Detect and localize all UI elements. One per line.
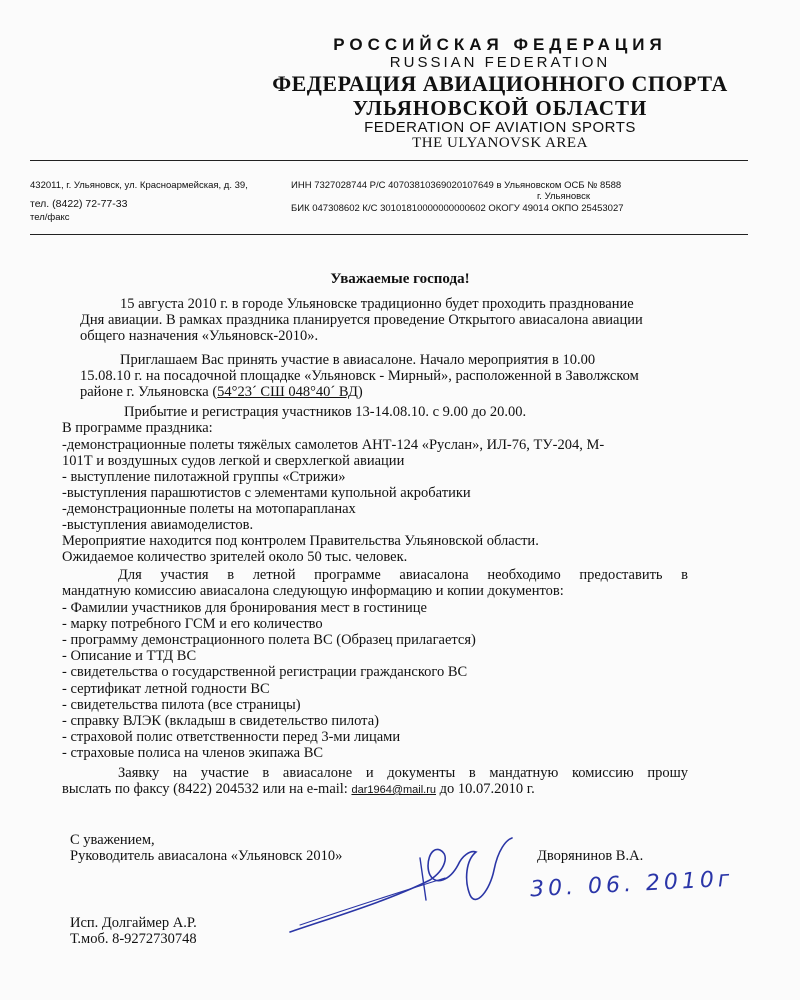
expected-audience-note: Ожидаемое количество зрителей около 50 тыс. человек. (62, 549, 408, 565)
paragraph-2-line-1: Приглашаем Вас принять участие в авиасалоне. Начало мероприятия в 10.00 (120, 352, 596, 368)
application-deadline: до 10.07.2010 г. (439, 781, 535, 797)
document-item: - справку ВЛЭК (вкладыш в свидетельство пилота) (62, 713, 379, 729)
header-country-ru: РОССИЙСКАЯ ФЕДЕРАЦИЯ (333, 35, 667, 54)
header-org-ru: ФЕДЕРАЦИЯ АВИАЦИОННОГО СПОРТА (272, 71, 728, 96)
program-item: -выступления авиамоделистов. (62, 517, 254, 533)
paragraph-2-line-3-prefix: районе г. Ульяновска ( (80, 384, 218, 400)
header-region-ru: УЛЬЯНОВСКОЙ ОБЛАСТИ (352, 96, 648, 120)
bank-details-line2: БИК 047308602 К/С 30101810000000000602 ОКОГУ 49014 ОКПО 25453027 (291, 203, 624, 214)
contact-phone: тел. (8422) 72-77-33 (30, 198, 128, 210)
executor-name: Исп. Долгаймер А.Р. (70, 915, 197, 931)
program-item: 101Т и воздушных судов легкой и сверхлегкой авиации (62, 453, 405, 469)
program-item: - выступление пилотажной группы «Стрижи» (62, 469, 346, 485)
requirements-line-1: Для участия в летной программе авиасалона необходимо предоставить в (118, 567, 688, 583)
paragraph-1-line-2: Дня авиации. В рамках праздника планируется проведение Открытого авиасалона авиации (80, 312, 643, 328)
program-intro: В программе праздника: (62, 420, 213, 436)
document-item: - страховой полис ответственности перед 3-ми лицами (62, 729, 401, 745)
letter-salutation: Уважаемые господа! (330, 271, 470, 287)
document-item: - марку потребного ГСМ и его количество (62, 616, 323, 632)
header-org-en: FEDERATION OF AVIATION SPORTS (364, 119, 636, 136)
contact-fax-label: тел/факс (30, 212, 70, 223)
document-item: - свидетельства пилота (все страницы) (62, 697, 301, 713)
header-divider-bottom (30, 234, 748, 235)
program-item: -выступления парашютистов с элементами купольной акробатики (62, 485, 471, 501)
document-item: - Описание и ТТД ВС (62, 648, 197, 664)
document-item: - сертификат летной годности ВС (62, 681, 270, 697)
requirements-line-2: мандатную комиссию авиасалона следующую информацию и копии документов: (62, 583, 564, 599)
registration-info: Прибытие и регистрация участников 13-14.08.10. с 9.00 до 20.00. (124, 404, 527, 420)
paragraph-2-line-3-suffix: ) (357, 384, 363, 400)
handwritten-signature (280, 820, 540, 940)
paragraph-2-line-3 (80, 384, 363, 401)
application-line-2 (62, 781, 535, 798)
program-item: -демонстрационные полеты на мотопарапланах (62, 501, 356, 517)
paragraph-1-line-1: 15 августа 2010 г. в городе Ульяновске традиционно будет проходить празднование (120, 296, 634, 312)
application-line-2-prefix: выслать по факсу (8422) 204532 или на e-mail: (62, 781, 348, 797)
handwritten-date: 30. 06. 2010г (529, 866, 735, 903)
header-divider-top (30, 160, 748, 161)
header-region-en: THE ULYANOVSK AREA (412, 135, 588, 151)
program-item: -демонстрационные полеты тяжёлых самолетов АНТ-124 «Руслан», ИЛ-76, ТУ-204, М- (62, 437, 605, 453)
paragraph-1-line-3: общего назначения «Ульяновск-2010». (80, 328, 319, 344)
document-item: - Фамилии участников для бронирования мест в гостинице (62, 600, 427, 616)
government-control-note: Мероприятие находится под контролем Правительства Ульяновской области. (62, 533, 539, 549)
executor-mobile: Т.моб. 8-9272730748 (70, 931, 197, 947)
contact-email-link[interactable]: dar1964@mail.ru (351, 784, 437, 796)
airfield-coordinates: 54°23´ СШ 048°40´ ВД (217, 384, 358, 400)
document-item: - программу демонстрационного полета ВС (Образец прилагается) (62, 632, 476, 648)
document-item: - страховые полиса на членов экипажа ВС (62, 745, 324, 761)
application-line-1: Заявку на участие в авиасалоне и документы в мандатную комиссию прошу (118, 765, 688, 781)
contact-address: 432011, г. Ульяновск, ул. Красноармейская, д. 39, (30, 180, 248, 191)
signer-name: Дворянинов В.А. (537, 848, 644, 864)
header-country-en: RUSSIAN FEDERATION (389, 54, 611, 71)
paragraph-2-line-2: 15.08.10 г. на посадочной площадке «Ульяновск - Мирный», расположенной в Заволжском (80, 368, 639, 384)
bank-details-line1: ИНН 7327028744 Р/С 40703810369020107649 в Ульяновском ОСБ № 8588 (291, 180, 622, 191)
document-item: - свидетельства о государственной регистрации гражданского ВС (62, 664, 468, 680)
signer-position: Руководитель авиасалона «Ульяновск 2010» (70, 848, 343, 864)
closing-regards: С уважением, (70, 832, 155, 848)
bank-city: г. Ульяновск (537, 191, 590, 202)
